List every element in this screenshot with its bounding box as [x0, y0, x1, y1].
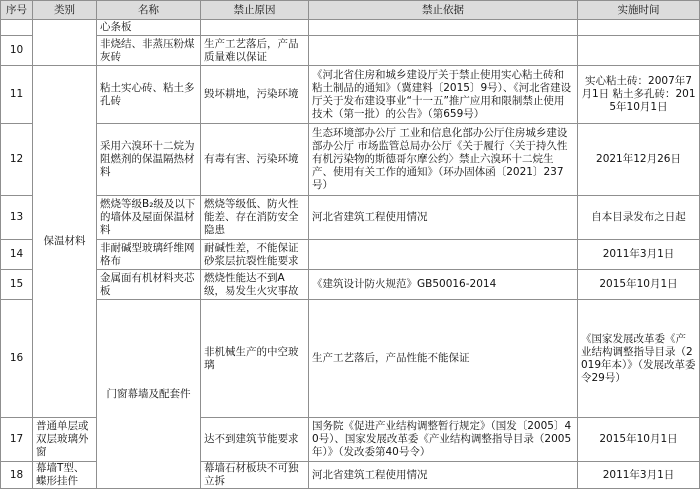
cell-time: 2011年3月1日: [578, 240, 700, 270]
header-no: 序号: [1, 1, 33, 20]
cell-reason: 毁坏耕地，污染环境: [201, 66, 309, 124]
cell-category-insulation: 保温材料: [33, 66, 97, 418]
cell-reason: 燃烧等级低、防火性能差、存在消防安全隐患: [201, 196, 309, 240]
cell-reason: 幕墙石材板块不可独立拆: [201, 462, 309, 489]
cell-reason: 燃烧性能达不到A级，易发生火灾事故: [201, 270, 309, 300]
cell-time: 2015年10月1日: [578, 270, 700, 300]
cell-time: [578, 36, 700, 66]
cell-reason: [201, 20, 309, 36]
cell-basis: 河北省建筑工程使用情况: [309, 462, 578, 489]
cell-name: 非烧结、非蒸压粉煤灰砖: [97, 36, 201, 66]
table-row: [1, 240, 700, 270]
cell-time: 2015年10月1日: [578, 418, 700, 462]
cell-no: 12: [1, 124, 33, 196]
header-basis: 禁止依据: [309, 1, 578, 20]
cell-reason: 生产工艺落后，产品质量难以保证: [201, 36, 309, 66]
cell-no: 10: [1, 36, 33, 66]
cell-basis: [309, 240, 578, 270]
cell-name: 粘土实心砖、粘土多孔砖: [97, 66, 201, 124]
cell-no: 14: [1, 240, 33, 270]
cell-name: 幕墙T型、蝶形挂件: [33, 462, 97, 489]
cell-no: [1, 20, 33, 36]
cell-basis: 《国家发展改革委《产业结构调整指导目录（2019年本）》（发展改革委令29号）: [578, 300, 700, 418]
header-category: 类别: [33, 1, 97, 20]
table-row: [1, 124, 700, 196]
cell-no: 11: [1, 66, 33, 124]
table-header-row: [1, 1, 700, 20]
cell-reason: 达不到建筑节能要求: [201, 418, 309, 462]
table-row: [1, 36, 700, 66]
cell-reason: 有毒有害、污染环境: [201, 124, 309, 196]
cell-reason: 生产工艺落后，产品性能不能保证: [309, 300, 578, 418]
cell-no: 15: [1, 270, 33, 300]
cell-reason: 耐碱性差，不能保证砂浆层抗裂性能要求: [201, 240, 309, 270]
cell-basis: 生态环境部办公厅 工业和信息化部办公厅住房城乡建设部办公厅 市场监管总局办公厅《关于履行〈关于持久性有机污染物的斯德哥尔摩公约〉禁止六溴环十二烷生产、使用有关工作的通知》（环办固体函〔2021〕237号）: [309, 124, 578, 196]
cell-no: 18: [1, 462, 33, 489]
cell-no: 17: [1, 418, 33, 462]
cell-time: 自本目录发布之日起: [578, 196, 700, 240]
table-row: [1, 300, 700, 418]
cell-basis: 国务院《促进产业结构调整暂行规定》（国发〔2005〕40号）、国家发展改革委《产业结构调整指导目录（2005年）》（发改委第40号令）: [309, 418, 578, 462]
cell-time: 2021年12月26日: [578, 124, 700, 196]
table-row: [1, 270, 700, 300]
cell-name: 燃烧等级B₂级及以下的墙体及屋面保温材料: [97, 196, 201, 240]
cell-category-empty: [33, 20, 97, 66]
header-time: 实施时间: [578, 1, 700, 20]
cell-basis: 《河北省住房和城乡建设厅关于禁止使用实心粘土砖和粘土制品的通知》（冀建料〔2015〕9号）、《河北省建设厅关于发布建设事业“十一五”推广应用和限制禁止使用技术（第一批）的公告》（第659号）: [309, 66, 578, 124]
cell-no: 13: [1, 196, 33, 240]
cell-basis: 《建筑设计防火规范》GB50016-2014: [309, 270, 578, 300]
cell-name: 非耐碱型玻璃纤维网格布: [97, 240, 201, 270]
cell-time: 实心粘土砖：2007年7月1日 粘土多孔砖：2015年10月1日: [578, 66, 700, 124]
header-name: 名称: [97, 1, 201, 20]
cell-no: 16: [1, 300, 33, 418]
cell-basis: [309, 20, 578, 36]
cell-name: 采用六溴环十二烷为阻燃剂的保温隔热材料: [97, 124, 201, 196]
table-row: [1, 196, 700, 240]
cell-name: 非机械生产的中空玻璃: [201, 300, 309, 418]
cell-name: 心条板: [97, 20, 201, 36]
cell-name: 金属面有机材料夹芯板: [97, 270, 201, 300]
cell-basis: 河北省建筑工程使用情况: [309, 196, 578, 240]
header-reason: 禁止原因: [201, 1, 309, 20]
table-row: [1, 66, 700, 124]
table-row: [1, 20, 700, 36]
cell-name: 普通单层或双层玻璃外窗: [33, 418, 97, 462]
cell-basis: [309, 36, 578, 66]
cell-time: 2011年3月1日: [578, 462, 700, 489]
cell-time: [578, 20, 700, 36]
cell-category-curtain-wall: 门窗幕墙及配套件: [97, 300, 201, 489]
